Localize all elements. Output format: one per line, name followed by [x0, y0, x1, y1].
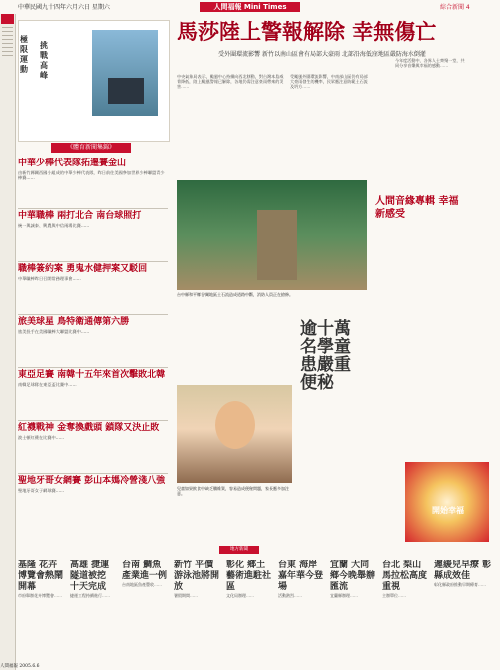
- skateboarder-photo: [92, 30, 158, 116]
- news-headline-2: 中華職棒 兩打北合 南台球照打: [18, 211, 142, 221]
- local-news-banner: 地方新聞: [219, 546, 259, 554]
- news-text-1: 由新竹縣關西國小組成的中華少棒代表隊，昨日前往美國參加世界少棒聯盟青少棒賽……: [18, 170, 165, 180]
- top-bar: [0, 0, 500, 14]
- footer: 人間福報 2005.6.6: [0, 664, 40, 669]
- main-paragraph-1: 中央氣象局表示，颱風中心持續向西北移動，對台灣本島威脅降低，陸上颱風警報已解除，各地仍需注意豪雨帶來的災害……: [177, 74, 284, 89]
- news-text-4: 旅美投手在美國職棒大聯盟比賽中……: [18, 329, 90, 334]
- right-note-column: 今年度活動中，各界人士齊聚一堂，共同分享音樂與幸福的感動……: [395, 58, 465, 68]
- news-text-2: 統一與誠泰、興農與中信兩場比賽……: [18, 223, 90, 228]
- bottom-head-5: 彰化 鄉土藝術進駐社區: [226, 560, 272, 592]
- bottom-head-7: 宜蘭 大同鄉今晚舉辦匯流: [330, 560, 376, 592]
- bottom-head-2: 高雄 捷運隧道被挖 十天完成: [70, 560, 110, 592]
- flyer-text: 開始幸福: [432, 505, 464, 515]
- vertical-headline-1: 極限運動: [20, 34, 28, 74]
- news-text-3: 中華職棒昨日召開常務理事會……: [18, 276, 81, 281]
- section-label: 綜合新聞 4: [440, 4, 470, 11]
- main-headline: 馬莎陸上警報解除 幸無傷亡: [177, 19, 437, 44]
- masthead: 人間福報 Mini Times: [200, 2, 300, 12]
- news-text-7: 聖地牙哥女子網球賽……: [18, 488, 65, 493]
- bottom-head-6: 台東 海岸嘉年華今登場: [278, 560, 324, 592]
- bottom-head-3: 台南 鯛魚產業進一例: [122, 560, 168, 581]
- bottom-text-1: 市府舉辦花卉博覽會……: [18, 593, 62, 598]
- bottom-text-3: 台南地區魚產豐收……: [122, 582, 162, 587]
- strip-tab: [1, 14, 14, 24]
- main-paragraph-2: 受颱風外圍環流影響，中南部山區仍有局部大豪雨發生的機率，民眾應注意防範土石流及坍方……: [290, 74, 368, 89]
- news-text-5: 南韓足球隊在東亞盃比賽中……: [18, 382, 77, 387]
- bottom-text-5: 文化局辦理……: [226, 593, 254, 598]
- left-sidebar-strip: [0, 14, 16, 670]
- bottom-text-6: 活動熱烈……: [278, 593, 302, 598]
- sports-banner: 《體育新聞集錦》: [51, 143, 131, 153]
- bottom-text-4: 暑假期間……: [174, 593, 198, 598]
- child-photo: [177, 385, 292, 483]
- bottom-text-9: 彰化縣政府推動早期療育……: [434, 582, 486, 587]
- date-line: 中華民國九十四年六月六日 星期六: [18, 4, 110, 11]
- news-headline-4: 旅美球星 鳥特衛通傳第六勝: [18, 317, 130, 327]
- bottom-text-8: 主辦單位……: [382, 593, 406, 598]
- news-text-6: 波士頓紅襪在比賽中……: [18, 435, 65, 440]
- news-headline-1: 中華少棒代表隊拓遷賽金山: [18, 158, 127, 168]
- bottom-head-4: 新竹 平價游泳池將開放: [174, 560, 220, 592]
- news-headline-5: 東亞足賽 南韓十五年來首次擊敗北韓: [18, 370, 166, 380]
- vertical-headline-2: 挑戰高峰: [40, 40, 48, 80]
- bottom-news-row: [18, 560, 498, 668]
- second-headline: 逾十萬名學童 患嚴重便秘: [300, 319, 351, 393]
- news-headline-6: 紅襪戰神 金奪換戲頭 鎖隊又決止敗: [18, 423, 160, 433]
- bottom-head-1: 基隆 花卉博覽會熱鬧開幕: [18, 560, 64, 592]
- bottom-text-7: 宜蘭縣辦理……: [330, 593, 358, 598]
- child-caption: 兒童如果飲食中缺乏纖維質，容易造成便秘問題，家長應多加注意。: [177, 486, 289, 496]
- main-subhead: 受外圍環流影響 新竹以南山區會有局部大豪雨 北部沿海低窪地區嚴防海水倒灌: [218, 51, 426, 58]
- happiness-flyer: [405, 462, 489, 542]
- bottom-head-8: 台北 梨山馬拉松高度重視: [382, 560, 428, 592]
- news-headline-7: 聖地牙哥女網賽 彭山本媽冷營淺八強: [18, 476, 166, 486]
- bottom-text-2: 捷運工程持續進行……: [70, 593, 110, 598]
- side-headline: 人間音緣專輯 幸福新感受: [375, 196, 459, 220]
- news-headline-3: 職棒簽約案 勇鬼水健押案又駁回: [18, 264, 148, 274]
- left-column-news: [18, 158, 168, 558]
- landslide-caption: 台中縣和平鄉谷關地區土石流造成道路中斷，消防人員正在搶修。: [177, 292, 293, 297]
- landslide-photo: [177, 180, 367, 290]
- bottom-head-9: 遲緩兒早療 彰縣成效佳: [434, 560, 492, 581]
